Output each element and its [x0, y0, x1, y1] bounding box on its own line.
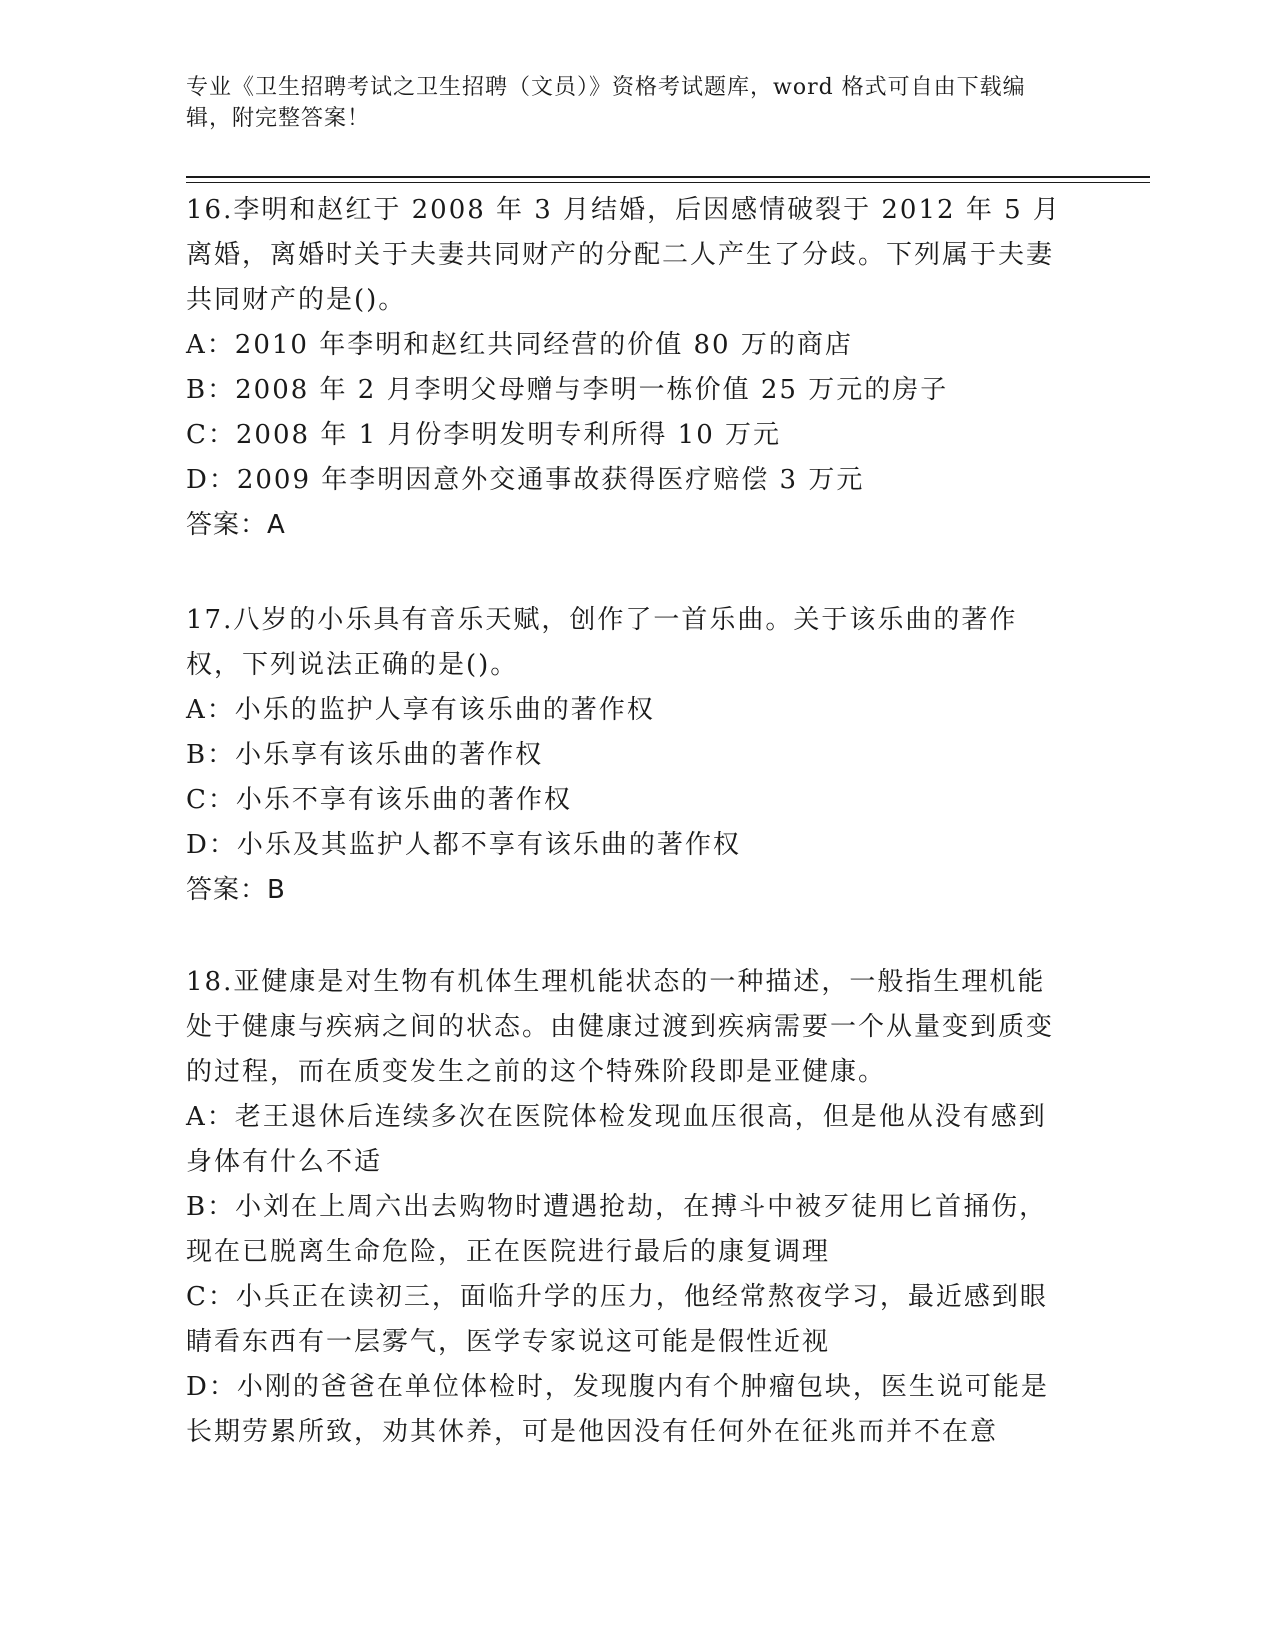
option-a: A：小乐的监护人享有该乐曲的著作权 — [186, 695, 655, 725]
option-d: D：2009 年李明因意外交通事故获得医疗赔偿 3 万元 — [186, 465, 865, 495]
option-c: C：2008 年 1 月份李明发明专利所得 10 万元 — [186, 420, 782, 450]
option-c: C：小乐不享有该乐曲的著作权 — [186, 785, 572, 815]
option-b: B：2008 年 2 月李明父母赠与李明一栋价值 25 万元的房子 — [186, 375, 949, 405]
question-18 — [186, 960, 1066, 1455]
header-divider-thin — [186, 182, 1150, 183]
option-c: C：小兵正在读初三，面临升学的压力，他经常熬夜学习，最近感到眼睛看东西有一层雾气，医学专家说这可能是假性近视 — [186, 1282, 1048, 1357]
question-16 — [186, 188, 1066, 548]
question-stem: 16.李明和赵红于 2008 年 3 月结婚，后因感情破裂于 2012 年 5 月离婚，离婚时关于夫妻共同财产的分配二人产生了分歧。下列属于夫妻共同财产的是()。 — [186, 195, 1061, 315]
option-b: B：小刘在上周六出去购物时遭遇抢劫，在搏斗中被歹徒用匕首捅伤，现在已脱离生命危险，正在医院进行最后的康复调理 — [186, 1192, 1048, 1267]
header-divider-thick — [186, 176, 1150, 178]
answer: 答案：A — [186, 510, 286, 540]
answer: 答案：B — [186, 875, 286, 905]
question-stem: 17.八岁的小乐具有音乐天赋，创作了一首乐曲。关于该乐曲的著作权，下列说法正确的是()。 — [186, 605, 1018, 680]
option-b: B：小乐享有该乐曲的著作权 — [186, 740, 544, 770]
question-17 — [186, 598, 1066, 913]
document-header: 专业《卫生招聘考试之卫生招聘（文员）》资格考试题库，word 格式可自由下载编辑，附完整答案！ — [186, 75, 1026, 131]
option-a: A：2010 年李明和赵红共同经营的价值 80 万的商店 — [186, 330, 853, 360]
option-d: D：小刚的爸爸在单位体检时，发现腹内有个肿瘤包块，医生说可能是长期劳累所致，劝其休养，可是他因没有任何外在征兆而并不在意 — [186, 1372, 1049, 1447]
option-d: D：小乐及其监护人都不享有该乐曲的著作权 — [186, 830, 741, 860]
question-stem: 18.亚健康是对生物有机体生理机能状态的一种描述，一般指生理机能处于健康与疾病之间的状态。由健康过渡到疾病需要一个从量变到质变的过程，而在质变发生之前的这个特殊阶段即是亚健康。 — [186, 967, 1055, 1087]
option-a: A：老王退休后连续多次在医院体检发现血压很高，但是他从没有感到身体有什么不适 — [186, 1102, 1047, 1177]
